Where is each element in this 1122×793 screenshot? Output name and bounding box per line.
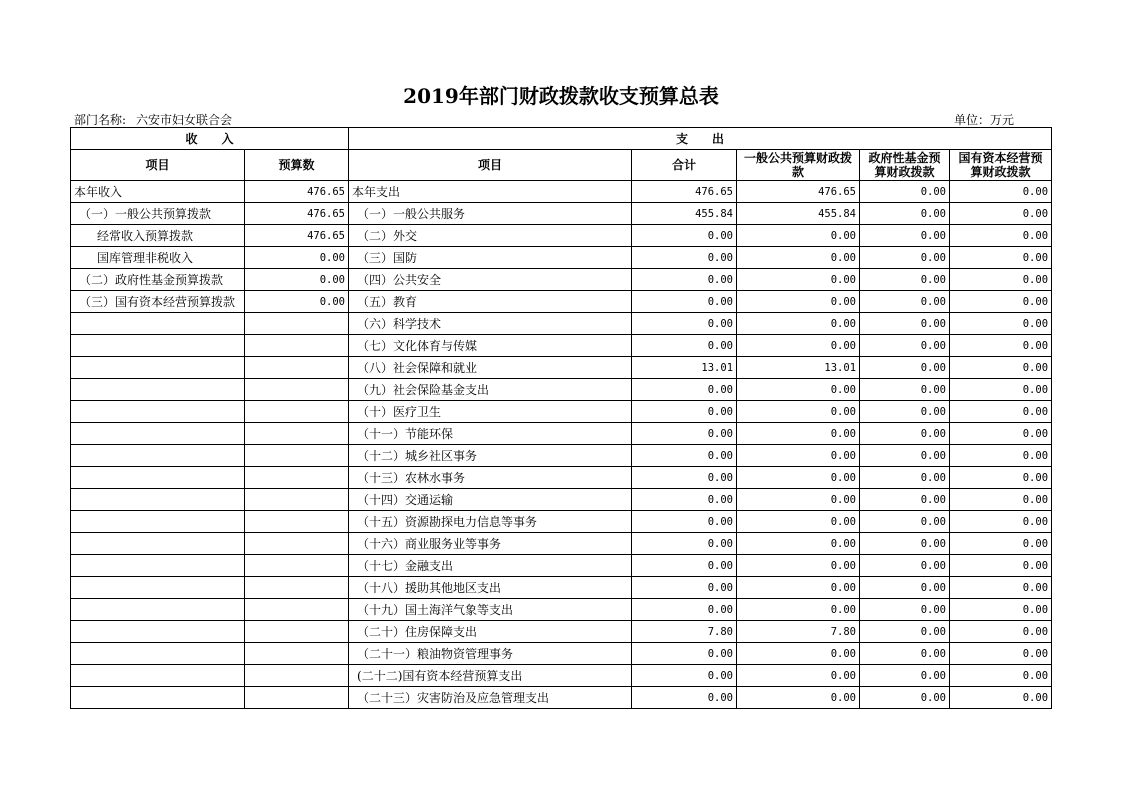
general-budget-cell: 0.00 [737,335,860,357]
expense-item-cell: 本年支出 [349,181,632,203]
gov-fund-cell: 0.00 [860,643,950,665]
total-cell: 0.00 [632,335,737,357]
expense-item-cell: （七）文化体育与传媒 [349,335,632,357]
table-row [71,643,1052,665]
total-cell: 0.00 [632,577,737,599]
state-capital-cell: 0.00 [950,357,1052,379]
income-item-cell: 国库管理非税收入 [71,247,245,269]
general-budget-cell: 0.00 [737,269,860,291]
expense-item-cell: （十一）节能环保 [349,423,632,445]
gov-fund-cell: 0.00 [860,423,950,445]
state-capital-cell: 0.00 [950,203,1052,225]
expense-item-cell: （五）教育 [349,291,632,313]
expense-item-cell: （十六）商业服务业等事务 [349,533,632,555]
income-budget-cell [245,335,349,357]
income-item-cell [71,357,245,379]
expense-item-cell: （十七）金融支出 [349,555,632,577]
income-budget-cell [245,357,349,379]
income-budget-cell [245,423,349,445]
income-budget-cell [245,511,349,533]
expense-item-cell: （六）科学技术 [349,313,632,335]
general-budget-cell: 0.00 [737,511,860,533]
state-capital-cell: 0.00 [950,621,1052,643]
income-budget-cell [245,665,349,687]
table-row [71,313,1052,335]
income-item-cell [71,621,245,643]
general-budget-cell: 0.00 [737,599,860,621]
gov-fund-cell: 0.00 [860,335,950,357]
income-item-cell: 本年收入 [71,181,245,203]
general-budget-cell: 0.00 [737,533,860,555]
income-item-cell [71,665,245,687]
state-capital-cell: 0.00 [950,181,1052,203]
gov-fund-cell: 0.00 [860,313,950,335]
total-cell: 455.84 [632,203,737,225]
table-row [71,467,1052,489]
gov-fund-cell: 0.00 [860,621,950,643]
general-budget-cell: 0.00 [737,489,860,511]
general-budget-cell: 0.00 [737,467,860,489]
gov-fund-cell: 0.00 [860,687,950,709]
state-capital-cell: 0.00 [950,269,1052,291]
expense-item-cell: （二）外交 [349,225,632,247]
expense-item-cell: （四）公共安全 [349,269,632,291]
general-budget-cell: 7.80 [737,621,860,643]
general-budget-cell: 0.00 [737,687,860,709]
gov-fund-cell: 0.00 [860,291,950,313]
unit-label: 单位：万元 [954,113,1015,127]
gov-fund-cell: 0.00 [860,467,950,489]
gov-fund-cell: 0.00 [860,247,950,269]
expense-item-cell: （十四）交通运输 [349,489,632,511]
gov-fund-cell: 0.00 [860,533,950,555]
state-capital-cell: 0.00 [950,225,1052,247]
gov-fund-cell: 0.00 [860,225,950,247]
department-name: 六安市妇女联合会 [136,113,233,127]
gov-fund-cell: 0.00 [860,203,950,225]
col-total: 合计 [632,150,737,181]
gov-fund-cell: 0.00 [860,665,950,687]
income-budget-cell [245,489,349,511]
gov-fund-cell: 0.00 [860,555,950,577]
table-row [71,577,1052,599]
general-budget-cell: 0.00 [737,665,860,687]
table-row [71,225,1052,247]
col-income-budget: 预算数 [245,150,349,181]
expense-item-cell: （十五）资源勘探电力信息等事务 [349,511,632,533]
total-cell: 0.00 [632,643,737,665]
income-item-cell: （三）国有资本经营预算拨款 [71,291,245,313]
general-budget-cell: 0.00 [737,247,860,269]
income-budget-cell: 476.65 [245,225,349,247]
general-budget-cell: 455.84 [737,203,860,225]
expense-item-cell: （二十）住房保障支出 [349,621,632,643]
total-cell: 0.00 [632,555,737,577]
state-capital-cell: 0.00 [950,335,1052,357]
income-item-cell [71,555,245,577]
income-budget-cell [245,401,349,423]
expense-item-cell: （三）国防 [349,247,632,269]
table-row [71,599,1052,621]
expense-item-cell: （十）医疗卫生 [349,401,632,423]
income-item-cell [71,577,245,599]
table-row [71,489,1052,511]
department-info [74,111,232,128]
income-budget-cell [245,621,349,643]
table-row [71,335,1052,357]
income-item-cell [71,467,245,489]
general-budget-cell: 0.00 [737,401,860,423]
total-cell: 0.00 [632,291,737,313]
general-budget-cell: 476.65 [737,181,860,203]
state-capital-cell: 0.00 [950,401,1052,423]
state-capital-cell: 0.00 [950,489,1052,511]
general-budget-cell: 0.00 [737,577,860,599]
total-cell: 0.00 [632,511,737,533]
general-budget-cell: 0.00 [737,643,860,665]
income-item-cell [71,335,245,357]
total-cell: 0.00 [632,445,737,467]
gov-fund-cell: 0.00 [860,357,950,379]
table-row [71,445,1052,467]
expense-item-cell: （一）一般公共服务 [349,203,632,225]
state-capital-cell: 0.00 [950,511,1052,533]
state-capital-cell: 0.00 [950,423,1052,445]
total-cell: 0.00 [632,467,737,489]
state-capital-cell: 0.00 [950,379,1052,401]
gov-fund-cell: 0.00 [860,401,950,423]
income-budget-cell [245,467,349,489]
expense-header: 支 出 [349,128,1052,150]
total-cell: 0.00 [632,533,737,555]
income-budget-cell: 476.65 [245,181,349,203]
state-capital-cell: 0.00 [950,313,1052,335]
expense-item-cell: (二十二)国有资本经营预算支出 [349,665,632,687]
table-row [71,247,1052,269]
table-row [71,687,1052,709]
expense-item-cell: （八）社会保障和就业 [349,357,632,379]
income-budget-cell: 0.00 [245,269,349,291]
total-cell: 0.00 [632,269,737,291]
income-budget-cell [245,687,349,709]
general-budget-cell: 0.00 [737,445,860,467]
general-budget-cell: 0.00 [737,423,860,445]
total-cell: 0.00 [632,247,737,269]
general-budget-cell: 0.00 [737,225,860,247]
state-capital-cell: 0.00 [950,445,1052,467]
income-budget-cell [245,643,349,665]
table-row [71,511,1052,533]
income-header: 收 入 [71,128,349,150]
state-capital-cell: 0.00 [950,467,1052,489]
state-capital-cell: 0.00 [950,291,1052,313]
income-item-cell [71,687,245,709]
gov-fund-cell: 0.00 [860,511,950,533]
col-income-item: 项目 [71,150,245,181]
income-budget-cell [245,445,349,467]
state-capital-cell: 0.00 [950,643,1052,665]
income-budget-cell [245,379,349,401]
total-cell: 0.00 [632,599,737,621]
gov-fund-cell: 0.00 [860,577,950,599]
income-item-cell [71,401,245,423]
total-cell: 7.80 [632,621,737,643]
total-cell: 0.00 [632,423,737,445]
state-capital-cell: 0.00 [950,665,1052,687]
state-capital-cell: 0.00 [950,555,1052,577]
col-expense-item: 项目 [349,150,632,181]
budget-table [70,127,1052,709]
income-budget-cell [245,577,349,599]
income-item-cell: （一）一般公共预算拨款 [71,203,245,225]
table-row [71,203,1052,225]
income-budget-cell [245,533,349,555]
total-cell: 0.00 [632,313,737,335]
table-row [71,181,1052,203]
total-cell: 0.00 [632,665,737,687]
table-row [71,555,1052,577]
income-item-cell [71,489,245,511]
col-gov-fund: 政府性基金预算财政拨款 [860,150,950,181]
state-capital-cell: 0.00 [950,599,1052,621]
income-budget-cell [245,599,349,621]
income-item-cell [71,511,245,533]
income-item-cell [71,379,245,401]
state-capital-cell: 0.00 [950,533,1052,555]
table-row [71,621,1052,643]
table-row [71,665,1052,687]
total-cell: 476.65 [632,181,737,203]
income-item-cell [71,533,245,555]
income-item-cell [71,313,245,335]
general-budget-cell: 0.00 [737,555,860,577]
table-row [71,401,1052,423]
gov-fund-cell: 0.00 [860,269,950,291]
expense-item-cell: （二十三）灾害防治及应急管理支出 [349,687,632,709]
general-budget-cell: 0.00 [737,379,860,401]
income-budget-cell: 476.65 [245,203,349,225]
gov-fund-cell: 0.00 [860,445,950,467]
table-row [71,269,1052,291]
col-state-capital: 国有资本经营预算财政拨款 [950,150,1052,181]
page-title: 2019年部门财政拨款收支预算总表 [403,84,719,108]
expense-item-cell: （九）社会保险基金支出 [349,379,632,401]
total-cell: 0.00 [632,401,737,423]
general-budget-cell: 13.01 [737,357,860,379]
income-item-cell: 经常收入预算拨款 [71,225,245,247]
table-row [71,291,1052,313]
col-general-budget: 一般公共预算财政拨款 [737,150,860,181]
income-budget-cell: 0.00 [245,291,349,313]
table-row [71,423,1052,445]
income-item-cell [71,643,245,665]
income-item-cell [71,445,245,467]
income-budget-cell [245,555,349,577]
income-budget-cell: 0.00 [245,247,349,269]
total-cell: 0.00 [632,379,737,401]
total-cell: 0.00 [632,687,737,709]
gov-fund-cell: 0.00 [860,181,950,203]
general-budget-cell: 0.00 [737,313,860,335]
state-capital-cell: 0.00 [950,687,1052,709]
expense-item-cell: （二十一）粮油物资管理事务 [349,643,632,665]
table-row [71,379,1052,401]
expense-item-cell: （十八）援助其他地区支出 [349,577,632,599]
table-row [71,357,1052,379]
gov-fund-cell: 0.00 [860,599,950,621]
expense-item-cell: （十九）国土海洋气象等支出 [349,599,632,621]
total-cell: 13.01 [632,357,737,379]
expense-item-cell: （十二）城乡社区事务 [349,445,632,467]
income-item-cell: （二）政府性基金预算拨款 [71,269,245,291]
state-capital-cell: 0.00 [950,247,1052,269]
income-budget-cell [245,313,349,335]
state-capital-cell: 0.00 [950,577,1052,599]
general-budget-cell: 0.00 [737,291,860,313]
gov-fund-cell: 0.00 [860,489,950,511]
department-label: 部门名称: [74,113,127,127]
table-row [71,533,1052,555]
income-item-cell [71,423,245,445]
gov-fund-cell: 0.00 [860,379,950,401]
total-cell: 0.00 [632,489,737,511]
income-item-cell [71,599,245,621]
total-cell: 0.00 [632,225,737,247]
expense-item-cell: （十三）农林水事务 [349,467,632,489]
